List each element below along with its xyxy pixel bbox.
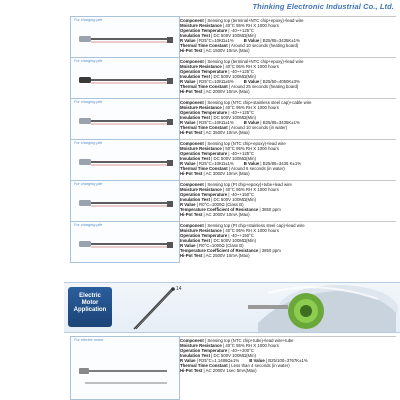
spec-label: Component — [180, 59, 204, 64]
spec-separator: | — [210, 353, 214, 358]
spec-separator: | — [227, 233, 231, 238]
spec-label: Hi-Pot Test — [180, 253, 203, 258]
spec-separator: | — [195, 202, 200, 207]
spec-separator: | — [227, 166, 231, 171]
spec-value: -40~+200°C — [230, 348, 254, 353]
spec-separator: | — [259, 161, 263, 166]
spec-label: Insulation Test — [180, 353, 211, 358]
spec-label: Thermal Time Constant — [180, 363, 228, 368]
spec-value: Sensing top (NTC chip+epoxy)+lead wire — [207, 141, 286, 146]
spec-separator: | — [221, 187, 226, 192]
spec-label: Operation Temperature — [180, 69, 228, 74]
spec-separator: | — [203, 141, 208, 146]
product-caption: For electric motor — [74, 338, 104, 342]
spec-separator: | — [202, 48, 206, 53]
spec-separator: | — [227, 348, 231, 353]
spec-label: R Value — [180, 120, 196, 125]
spec-value: Around 25 seconds (heating board) — [230, 84, 299, 89]
spec-value: B25/85=3435 K±1% — [262, 161, 302, 166]
spec-row — [180, 253, 396, 258]
spec-label: Moisture Resistance — [180, 105, 222, 110]
spec-label: Thermal Time Constant — [180, 166, 228, 171]
spec-label: B Value — [243, 161, 260, 166]
product-image-panel — [70, 180, 180, 222]
spec-label: B Value — [243, 79, 260, 84]
spec-value: Around 6 seconds (in water) — [230, 166, 285, 171]
spec-value: -40~+125°C — [230, 69, 254, 74]
spec-value: -40~+150°C — [230, 192, 254, 197]
spec-value: DC 500V 100MΩ(Min) — [213, 33, 256, 38]
spec-value: R0°C=1000Ω (Class B) — [199, 243, 244, 248]
product-specs — [180, 16, 396, 53]
spec-row — [180, 336, 396, 343]
spec-separator: | — [264, 358, 269, 363]
spec-separator: | — [210, 238, 214, 243]
spec-value: AC 3000V 10mA (Max) — [205, 171, 250, 176]
spec-separator: | — [203, 18, 208, 23]
spec-label: Temperature Coefficient of Resistance — [180, 207, 259, 212]
spec-separator: | — [202, 171, 206, 176]
spec-value: Sensing top (NTC chip+tube)+lead wire+tube — [207, 338, 294, 343]
spec-separator: | — [203, 59, 208, 64]
spec-value: B25/100=3767K±1% — [268, 358, 308, 363]
spec-separator: | — [258, 248, 262, 253]
motor-title-line3: Application — [73, 307, 107, 313]
spec-value: B25/85=3435K±1% — [262, 38, 300, 43]
spec-separator: | — [202, 89, 206, 94]
product-illustration — [71, 222, 179, 262]
spec-label: Insulation Test — [180, 197, 211, 202]
spec-value: Sensing top (terminal+NTC chip+epoxy)+lead wire — [207, 18, 304, 23]
spec-row — [180, 89, 396, 94]
spec-separator: | — [221, 23, 226, 28]
spec-value: R25°C=10KΩ±1% — [199, 38, 234, 43]
spec-label: R Value — [180, 38, 196, 43]
spec-label: Thermal Time Constant — [180, 125, 228, 130]
product-image-panel — [70, 139, 180, 181]
spec-label: Operation Temperature — [180, 348, 228, 353]
spec-value: Sensing top (terminal+NTC chip+epoxy)+lead wire — [207, 59, 304, 64]
spec-label: Thermal Time Constant — [180, 43, 228, 48]
product-illustration — [71, 99, 179, 139]
spec-label: Moisture Resistance — [180, 343, 222, 348]
spec-value: R25°C=10KΩ±1% — [199, 120, 234, 125]
spec-value: -40~+125°C — [230, 110, 254, 115]
spec-value: -40~+125°C — [230, 151, 254, 156]
spec-row — [180, 180, 396, 187]
spec-separator: | — [203, 338, 208, 343]
motor-application-band — [64, 282, 400, 333]
spec-separator: | — [259, 79, 263, 84]
product-specs — [180, 221, 396, 258]
spec-label: Temperature Coefficient of Resistance — [180, 248, 259, 253]
spec-label: R Value — [180, 161, 196, 166]
spec-separator: | — [195, 161, 200, 166]
product-caption: For charging pile — [74, 182, 103, 186]
spec-value: AC 3500V 10mA (Max) — [205, 130, 250, 135]
spec-value: DC 500V 100MΩ(Min) — [213, 115, 256, 120]
spec-separator: | — [202, 368, 206, 373]
spec-separator: | — [210, 33, 214, 38]
product-specs — [180, 180, 396, 217]
spec-label: Thermal Time Constant — [180, 84, 228, 89]
spec-label: Moisture Resistance — [180, 23, 222, 28]
spec-value: B25/85=3435K±1% — [262, 120, 300, 125]
spec-value: 40°C 95% RH X 1000 hours — [225, 23, 279, 28]
spec-row — [180, 139, 396, 146]
spec-label: Operation Temperature — [180, 28, 228, 33]
spec-value: -40~+150°C — [230, 233, 254, 238]
spec-separator: | — [227, 84, 231, 89]
spec-value: -40~+125°C — [230, 28, 254, 33]
spec-separator: | — [210, 197, 214, 202]
spec-label: Component — [180, 18, 204, 23]
product-image-panel — [70, 221, 180, 263]
motor-title-line1: Electric — [79, 293, 101, 299]
spec-separator: | — [203, 100, 208, 105]
spec-separator: | — [210, 156, 214, 161]
spec-label: R Value — [180, 79, 196, 84]
spec-label: Insulation Test — [180, 33, 211, 38]
product-caption: For charging pile — [74, 59, 103, 63]
spec-separator: | — [195, 120, 200, 125]
spec-label: Component — [180, 182, 204, 187]
spec-label: Hi-Pot Test — [180, 130, 203, 135]
spec-label: Hi-Pot Test — [180, 48, 203, 53]
spec-value: Sensing top (Pt chip+epoxy)+tube+lead wire — [207, 182, 292, 187]
spec-label: Hi-Pot Test — [180, 368, 203, 373]
spec-value: DC 500V 100MΩ(Min) — [213, 238, 256, 243]
spec-label: B Value — [243, 38, 260, 43]
product-illustration — [71, 140, 179, 180]
spec-label: B Value — [249, 358, 265, 363]
motor-figure-number: 14 — [176, 286, 182, 292]
spec-value: AC 3000V 10mA (Max) — [205, 212, 250, 217]
spec-separator: | — [259, 38, 263, 43]
spec-row — [180, 98, 396, 105]
spec-label: B Value — [243, 120, 260, 125]
spec-label: Moisture Resistance — [180, 187, 222, 192]
spec-value: R25°C=1.1486Ω±1% — [199, 358, 240, 363]
spec-separator: | — [221, 228, 226, 233]
product-motor — [70, 336, 180, 400]
spec-label: Insulation Test — [180, 238, 211, 243]
spec-label: Hi-Pot Test — [180, 89, 203, 94]
spec-row — [180, 212, 396, 217]
motor-sensor-illustration — [116, 283, 216, 332]
spec-label: Hi-Pot Test — [180, 212, 203, 217]
product-illustration — [71, 337, 179, 399]
product-image-panel — [70, 16, 180, 58]
spec-row — [180, 16, 396, 23]
spec-separator: | — [195, 243, 200, 248]
spec-separator: | — [221, 146, 226, 151]
spec-separator: | — [221, 343, 226, 348]
spec-separator: | — [227, 192, 231, 197]
spec-value: Less than 4 seconds (in water) — [231, 363, 290, 368]
spec-label: R Value — [180, 358, 196, 363]
spec-row — [180, 130, 396, 135]
spec-separator: | — [195, 38, 200, 43]
spec-value: R0°C=1000Ω (Class B) — [199, 202, 244, 207]
spec-value: 40°C 95% RH X 1000 hours — [225, 64, 279, 69]
spec-row — [180, 221, 396, 228]
spec-label: Component — [180, 338, 204, 343]
spec-value: AC 2000V 10mA (Max) — [205, 89, 250, 94]
spec-value: AC 2000V 1sec 5mA(Max) — [205, 368, 257, 373]
spec-value: DC 500V 100MΩ(Min) — [213, 74, 256, 79]
product-caption: For charging pile — [74, 141, 103, 145]
spec-label: Moisture Resistance — [180, 228, 222, 233]
spec-label: Insulation Test — [180, 115, 211, 120]
spec-row — [180, 57, 396, 64]
spec-value: AC 1500V 10mA (Max) — [205, 48, 250, 53]
spec-label: Insulation Test — [180, 74, 211, 79]
spec-value: R25°C=10KΩ±1% — [199, 161, 234, 166]
spec-value: 50°C 95% RH X 1000 hours — [225, 146, 279, 151]
spec-label: Insulation Test — [180, 156, 211, 161]
spec-separator: | — [203, 223, 208, 228]
spec-separator: | — [227, 125, 231, 130]
spec-label: Component — [180, 141, 204, 146]
spec-separator: | — [227, 363, 232, 368]
spec-value: 40°C 95% RH X 1000 hours — [225, 187, 279, 192]
spec-value: 3850 ppm — [261, 207, 281, 212]
motor-application-title — [68, 287, 112, 327]
spec-value: Sensing top (Pt chip+stainless steel cap)+lead wire — [207, 223, 305, 228]
product-specs — [180, 139, 396, 176]
product-caption: For charging pile — [74, 100, 103, 104]
spec-separator: | — [210, 115, 214, 120]
spec-label: Component — [180, 223, 204, 228]
spec-value: 40°C 95% RH X 1000 hours — [225, 228, 279, 233]
spec-value: DC 500V 100MΩ(Min) — [213, 156, 256, 161]
spec-label: Component — [180, 100, 204, 105]
spec-separator: | — [203, 182, 208, 187]
spec-separator: | — [227, 151, 231, 156]
spec-label: Moisture Resistance — [180, 146, 222, 151]
spec-value: Around 10 seconds (in water) — [230, 125, 288, 130]
spec-value: 40°C 95% RH X 1000 hours — [225, 105, 279, 110]
spec-row — [180, 368, 396, 373]
spec-label: Operation Temperature — [180, 151, 228, 156]
spec-separator: | — [195, 358, 200, 363]
product-specs — [180, 57, 396, 94]
spec-separator: | — [258, 207, 262, 212]
spec-value: DC 500V 100MΩ(Min) — [213, 197, 256, 202]
product-caption: For charging pile — [74, 18, 103, 22]
spec-separator: | — [202, 212, 206, 217]
spec-separator: | — [227, 69, 231, 74]
left-margin — [0, 0, 62, 400]
spec-separator: | — [259, 120, 263, 125]
spec-row — [180, 171, 396, 176]
spec-separator: | — [195, 79, 200, 84]
product-specs — [180, 98, 396, 135]
spec-separator: | — [221, 105, 226, 110]
product-illustration — [71, 181, 179, 221]
spec-separator: | — [221, 64, 226, 69]
spec-value: AC 2500V 10mA (Max) — [205, 253, 250, 258]
spec-label: Moisture Resistance — [180, 64, 222, 69]
spec-value: B25/50=4050K±3% — [262, 79, 300, 84]
spec-value: Around 10 seconds (heating board) — [230, 43, 299, 48]
spec-value: DC 500V 100MΩ(Min) — [213, 353, 256, 358]
spec-separator: | — [202, 253, 206, 258]
product-illustration — [71, 17, 179, 57]
product-motor-specs — [180, 336, 396, 373]
spec-label: Operation Temperature — [180, 192, 228, 197]
spec-separator: | — [227, 43, 231, 48]
spec-value: R25°C=10KΩ±5% — [199, 79, 234, 84]
spec-separator: | — [227, 110, 231, 115]
spec-value: 3850 ppm — [261, 248, 281, 253]
spec-value: 40°C 95% RH X 1000 hours — [225, 343, 279, 348]
spec-separator: | — [210, 74, 214, 79]
spec-separator: | — [227, 28, 231, 33]
spec-separator: | — [202, 130, 206, 135]
motor-title-line2: Motor — [81, 300, 99, 306]
spec-label: R Value — [180, 202, 196, 207]
spec-label: Operation Temperature — [180, 233, 228, 238]
product-caption: For charging pile — [74, 223, 103, 227]
product-illustration — [71, 58, 179, 98]
motor-photo — [228, 283, 398, 332]
spec-row — [180, 48, 396, 53]
company-header: Thinking Electronic Industrial Co., Ltd. — [252, 2, 394, 11]
spec-label: Hi-Pot Test — [180, 171, 203, 176]
spec-label: R Value — [180, 243, 196, 248]
product-image-panel — [70, 57, 180, 99]
spec-label: Operation Temperature — [180, 110, 228, 115]
product-image-panel — [70, 98, 180, 140]
spec-value: Sensing top (NTC chip+stainless steel cap)+cable wire — [207, 100, 312, 105]
